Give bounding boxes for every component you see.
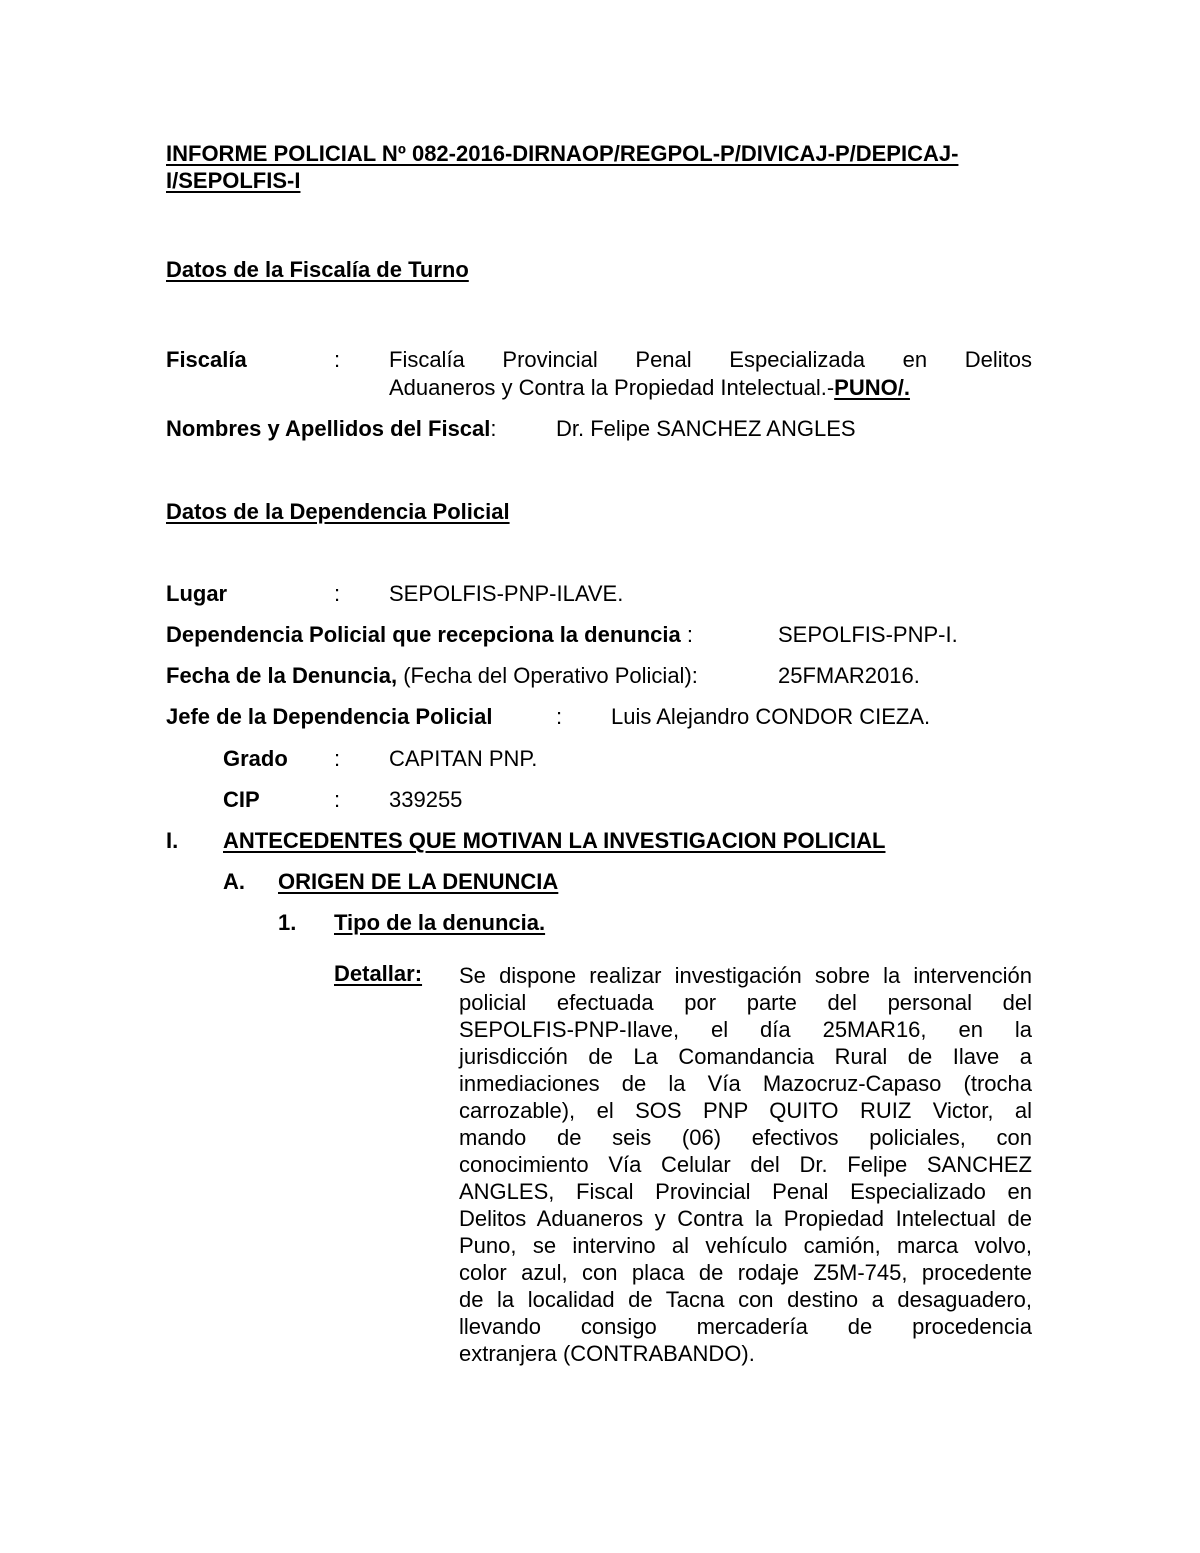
section-a-number: A. bbox=[223, 869, 245, 894]
jefe-colon: : bbox=[556, 704, 563, 729]
fiscalia-value-line-2-text: Aduaneros y Contra la Propiedad Intelectual.- bbox=[389, 375, 835, 400]
grado-value: CAPITAN PNP. bbox=[389, 746, 538, 771]
fecha-label: Fecha de la Denuncia, bbox=[166, 663, 398, 688]
section-a-title: ORIGEN DE LA DENUNCIA bbox=[278, 869, 559, 894]
section-dependencia-heading: Datos de la Dependencia Policial bbox=[166, 499, 510, 524]
detallar-line: Delitos Aduaneros y Contra la Propiedad Intelectual de bbox=[459, 1206, 1032, 1231]
fiscalia-value-line-2 bbox=[389, 377, 910, 399]
detallar-line: carrozable), el SOS PNP QUITO RUIZ Victor, al bbox=[459, 1098, 1032, 1123]
detallar-line: Se dispone realizar investigación sobre la intervención bbox=[459, 963, 1032, 988]
detallar-paragraph bbox=[459, 962, 1032, 1367]
jefe-label: Jefe de la Dependencia Policial bbox=[166, 704, 493, 729]
detallar-line: ANGLES, Fiscal Provincial Penal Especializado en bbox=[459, 1179, 1032, 1204]
cip-colon: : bbox=[334, 787, 341, 812]
dependencia-value: SEPOLFIS-PNP-I. bbox=[778, 622, 958, 647]
lugar-colon: : bbox=[334, 581, 341, 606]
section-1-title: Tipo de la denuncia. bbox=[334, 910, 546, 935]
detallar-line: de la localidad de Tacna con destino a desaguadero, bbox=[459, 1287, 1032, 1312]
fecha-value: 25FMAR2016. bbox=[778, 663, 920, 688]
section-i-number: I. bbox=[166, 828, 179, 853]
fiscal-value: Dr. Felipe SANCHEZ ANGLES bbox=[556, 416, 856, 441]
dependencia-label: Dependencia Policial que recepciona la denuncia bbox=[166, 622, 681, 647]
cip-value: 339255 bbox=[389, 787, 463, 812]
detallar-line: policial efectuada por parte del personal del bbox=[459, 990, 1032, 1015]
detallar-line: extranjera (CONTRABANDO). bbox=[459, 1341, 755, 1366]
detallar-line: inmediaciones de la Vía Mazocruz-Capaso (trocha bbox=[459, 1071, 1032, 1096]
detallar-line: color azul, con placa de rodaje Z5M-745, procedente bbox=[459, 1260, 1032, 1285]
fiscal-colon: : bbox=[490, 416, 497, 441]
fiscalia-label: Fiscalía bbox=[166, 347, 247, 372]
section-1-number: 1. bbox=[278, 910, 297, 935]
detallar-line: SEPOLFIS-PNP-Ilave, el día 25MAR16, en la bbox=[459, 1017, 1032, 1042]
fiscalia-puno: PUNO/. bbox=[834, 375, 910, 400]
fecha-label-detail: (Fecha del Operativo Policial): bbox=[403, 663, 698, 688]
detallar-line: Puno, se intervino al vehículo camión, marca volvo, bbox=[459, 1233, 1032, 1258]
dependencia-row bbox=[166, 624, 693, 646]
fiscalia-colon: : bbox=[334, 347, 341, 372]
jefe-value: Luis Alejandro CONDOR CIEZA. bbox=[611, 704, 931, 729]
grado-colon: : bbox=[334, 746, 341, 771]
fiscalia-value-line-1: Fiscalía Provincial Penal Especializada en Delitos bbox=[389, 347, 1032, 372]
lugar-value: SEPOLFIS-PNP-ILAVE. bbox=[389, 581, 624, 606]
detallar-line: mando de seis (06) efectivos policiales, con bbox=[459, 1125, 1032, 1150]
report-title-line-1: INFORME POLICIAL Nº 082-2016-DIRNAOP/REGPOL-P/DIVICAJ-P/DEPICAJ- bbox=[166, 141, 959, 166]
fiscal-label: Nombres y Apellidos del Fiscal bbox=[166, 416, 491, 441]
section-i-title: ANTECEDENTES QUE MOTIVAN LA INVESTIGACION POLICIAL bbox=[223, 828, 886, 853]
fiscal-row bbox=[166, 418, 497, 440]
grado-label: Grado bbox=[223, 746, 288, 771]
dependencia-colon: : bbox=[686, 622, 693, 647]
lugar-label: Lugar bbox=[166, 581, 228, 606]
detallar-line: llevando consigo mercadería de procedencia bbox=[459, 1314, 1032, 1339]
report-title-line-2: I/SEPOLFIS-I bbox=[166, 168, 301, 193]
detallar-label: Detallar: bbox=[334, 961, 423, 986]
fecha-row bbox=[166, 665, 698, 687]
detallar-line: jurisdicción de La Comandancia Rural de Ilave a bbox=[459, 1044, 1032, 1069]
section-fiscalia-heading: Datos de la Fiscalía de Turno bbox=[166, 257, 469, 282]
cip-label: CIP bbox=[223, 787, 260, 812]
detallar-line: conocimiento Vía Celular del Dr. Felipe SANCHEZ bbox=[459, 1152, 1032, 1177]
